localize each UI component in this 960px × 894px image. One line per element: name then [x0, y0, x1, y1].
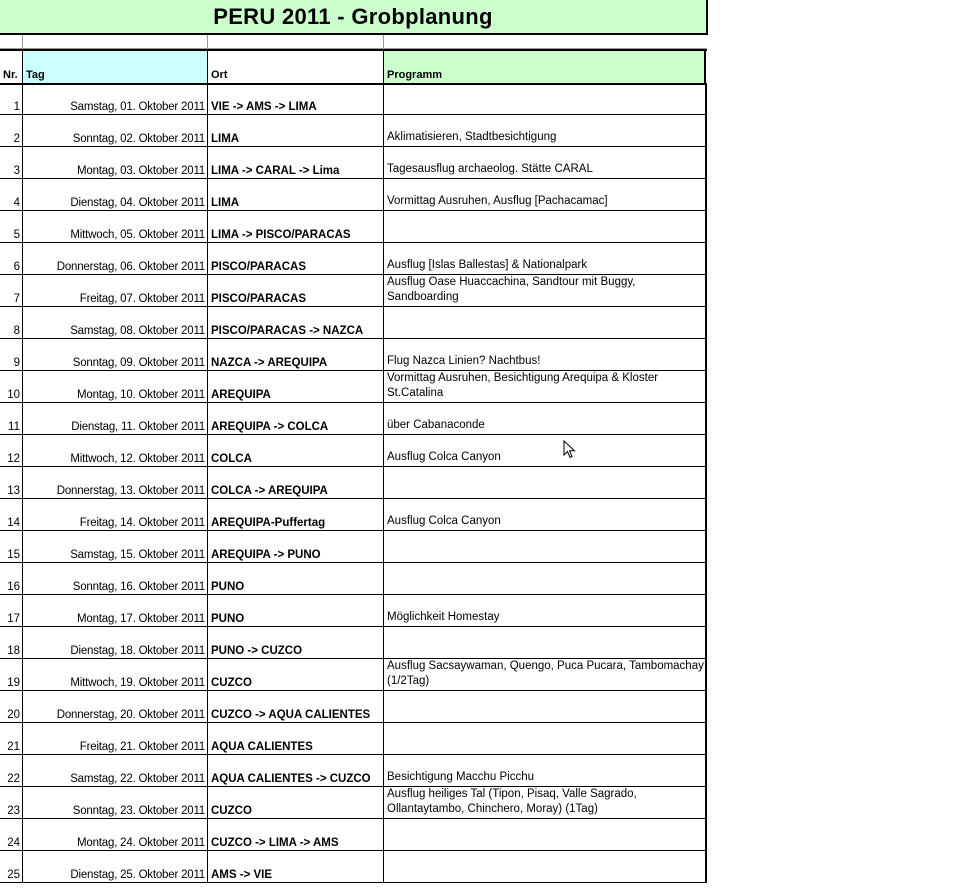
cell-nr-text: 24 [7, 837, 20, 849]
cell-programm-text: Ausflug Colca Canyon [387, 515, 501, 527]
cell-ort[interactable] [208, 563, 384, 594]
cell-ort-text: LIMA [211, 197, 240, 209]
cell-ort-text: AREQUIPA -> PUNO [211, 549, 321, 561]
table-row [0, 659, 707, 691]
cell-programm-text: Ausflug Colca Canyon [387, 451, 501, 463]
cell-ort-text: COLCA -> AREQUIPA [211, 485, 328, 497]
cell-tag-text: Samstag, 08. Oktober 2011 [70, 325, 205, 337]
empty-row[interactable] [0, 35, 707, 49]
table-body [0, 83, 707, 883]
cell-nr-text: 25 [7, 869, 20, 881]
table-row [0, 595, 707, 627]
cell-tag[interactable] [23, 819, 208, 850]
cell-ort[interactable] [208, 179, 384, 210]
cell-tag-text: Sonntag, 23. Oktober 2011 [72, 805, 205, 817]
cell-nr-text: 13 [7, 485, 20, 497]
cell-nr[interactable] [0, 339, 23, 370]
cell-nr-text: 22 [7, 773, 20, 785]
cell-ort[interactable] [208, 723, 384, 754]
cell-ort[interactable] [208, 499, 384, 530]
cell-nr-text: 20 [7, 709, 20, 721]
header-nr[interactable]: Nr. [0, 51, 23, 83]
cell-ort-text: AREQUIPA -> COLCA [211, 421, 329, 433]
cell-nr-text: 12 [7, 453, 20, 465]
cell-ort[interactable] [208, 691, 384, 722]
cell-tag-text: Mittwoch, 05. Oktober 2011 [70, 229, 205, 241]
cell-programm[interactable] [384, 627, 707, 658]
cell-tag[interactable] [23, 531, 208, 562]
table-row [0, 179, 707, 211]
cell-ort-text: LIMA [211, 133, 240, 145]
cell-tag-text: Sonntag, 09. Oktober 2011 [72, 357, 205, 369]
cell-programm[interactable] [384, 115, 707, 146]
cell-ort-text: PUNO -> CUZCO [211, 645, 303, 657]
table-row [0, 755, 707, 787]
column-divider [383, 35, 384, 48]
table-row [0, 499, 707, 531]
cell-ort[interactable] [208, 531, 384, 562]
cell-tag-text: Freitag, 07. Oktober 2011 [79, 293, 205, 305]
header-row [0, 49, 707, 85]
cell-ort-text: PUNO [211, 613, 245, 625]
cell-nr-text: 18 [7, 645, 20, 657]
cell-nr[interactable] [0, 179, 23, 210]
cell-programm-text: Flug Nazca Linien? Nachtbus! [387, 355, 541, 367]
cell-nr[interactable] [0, 723, 23, 754]
table-row [0, 691, 707, 723]
cell-tag-text: Dienstag, 11. Oktober 2011 [71, 421, 205, 433]
cell-nr[interactable] [0, 243, 23, 274]
table-row [0, 723, 707, 755]
cell-tag-text: Freitag, 14. Oktober 2011 [79, 517, 205, 529]
cell-tag[interactable] [23, 467, 208, 498]
cell-programm[interactable] [384, 723, 707, 754]
cell-nr-text: 3 [13, 165, 20, 177]
cell-tag-text: Dienstag, 25. Oktober 2011 [70, 869, 205, 881]
cell-programm[interactable] [384, 531, 707, 562]
cell-tag-text: Montag, 10. Oktober 2011 [77, 389, 205, 401]
cell-tag-text: Samstag, 15. Oktober 2011 [70, 549, 205, 561]
cell-programm-text: Vormittag Ausruhen, Besichtigung Arequipa & Kloster St.Catalina [387, 372, 659, 399]
cell-ort[interactable] [208, 339, 384, 370]
cell-ort[interactable] [208, 467, 384, 498]
cell-programm-text: Tagesausflug archaeolog. Stätte CARAL [387, 163, 593, 175]
header-tag[interactable]: Tag [23, 51, 208, 83]
cell-ort-text: AQUA CALIENTES [211, 741, 313, 753]
cell-nr-text: 7 [13, 293, 20, 305]
cell-programm[interactable] [384, 467, 707, 498]
cell-programm-text: Besichtigung Macchu Picchu [387, 771, 535, 783]
cell-programm-text: über Cabanaconde [387, 419, 485, 431]
cell-tag[interactable] [23, 339, 208, 370]
table-row [0, 819, 707, 851]
cell-ort[interactable] [208, 435, 384, 466]
cell-nr[interactable] [0, 211, 23, 242]
cell-tag-text: Donnerstag, 13. Oktober 2011 [56, 485, 205, 497]
table-row [0, 563, 707, 595]
cell-tag[interactable] [23, 275, 208, 306]
cell-programm[interactable] [384, 819, 707, 850]
cell-tag-text: Sonntag, 02. Oktober 2011 [72, 133, 205, 145]
cell-programm[interactable] [384, 691, 707, 722]
cell-ort[interactable] [208, 275, 384, 306]
cell-tag[interactable] [23, 723, 208, 754]
cell-programm-text: Aklimatisieren, Stadtbesichtigung [387, 131, 557, 143]
cell-ort-text: LIMA -> PISCO/PARACAS [211, 229, 351, 241]
cell-tag-text: Montag, 24. Oktober 2011 [77, 837, 205, 849]
cell-ort-text: NAZCA -> AREQUIPA [211, 357, 328, 369]
cell-tag[interactable] [23, 179, 208, 210]
cell-tag-text: Montag, 03. Oktober 2011 [77, 165, 205, 177]
cell-programm[interactable] [384, 659, 707, 690]
cell-programm-text: Ausflug Oase Huaccachina, Sandtour mit Buggy, Sandboarding [387, 276, 636, 303]
cell-programm[interactable] [384, 851, 707, 882]
cell-nr[interactable] [0, 563, 23, 594]
cell-nr[interactable] [0, 83, 23, 114]
cell-programm[interactable] [384, 787, 707, 818]
cell-programm[interactable] [384, 179, 707, 210]
cell-nr-text: 6 [13, 261, 20, 273]
cell-nr[interactable] [0, 435, 23, 466]
cell-programm[interactable] [384, 563, 707, 594]
table-row [0, 627, 707, 659]
cell-tag[interactable] [23, 627, 208, 658]
table-row [0, 339, 707, 371]
column-divider [22, 35, 23, 48]
cell-programm-text: Ausflug [Islas Ballestas] & Nationalpark [387, 259, 588, 271]
cell-nr[interactable] [0, 691, 23, 722]
cell-programm[interactable] [384, 83, 707, 114]
table-row [0, 371, 707, 403]
table-row [0, 531, 707, 563]
cell-nr-text: 2 [13, 133, 20, 145]
cell-ort[interactable] [208, 307, 384, 338]
table-row [0, 851, 707, 883]
cell-ort-text: AQUA CALIENTES -> CUZCO [211, 773, 371, 785]
cell-tag-text: Mittwoch, 19. Oktober 2011 [70, 677, 205, 689]
cell-nr[interactable] [0, 659, 23, 690]
cell-programm-text: Ausflug Sacsaywaman, Quengo, Puca Pucara, Tambomachay (1/2Tag) [387, 660, 704, 687]
cell-tag-text: Sonntag, 16. Oktober 2011 [72, 581, 205, 593]
cell-tag[interactable] [23, 755, 208, 786]
cell-ort-text: CUZCO [211, 677, 252, 689]
cell-ort[interactable] [208, 403, 384, 434]
cell-tag[interactable] [23, 211, 208, 242]
cell-programm[interactable] [384, 755, 707, 786]
cell-tag[interactable] [23, 563, 208, 594]
table-row [0, 83, 707, 115]
cell-nr-text: 19 [7, 677, 20, 689]
cell-nr-text: 16 [7, 581, 20, 593]
cell-tag[interactable] [23, 83, 208, 114]
cell-ort-text: AREQUIPA-Puffertag [211, 517, 326, 529]
cell-programm[interactable] [384, 211, 707, 242]
cell-ort[interactable] [208, 115, 384, 146]
cell-ort[interactable] [208, 755, 384, 786]
cell-tag[interactable] [23, 307, 208, 338]
cell-nr[interactable] [0, 787, 23, 818]
cell-programm-text: Vormittag Ausruhen, Ausflug [Pachacamac] [387, 195, 608, 207]
cell-nr-text: 15 [7, 549, 20, 561]
cell-tag-text: Donnerstag, 20. Oktober 2011 [56, 709, 205, 721]
cell-nr-text: 21 [7, 741, 20, 753]
cell-nr-text: 10 [7, 389, 20, 401]
cell-nr[interactable] [0, 371, 23, 402]
cell-tag[interactable] [23, 595, 208, 626]
cell-programm-text: Ausflug heiliges Tal (Tipon, Pisaq, Valle Sagrado, Ollantaytambo, Chinchero, Moray) (1Tag) [387, 788, 637, 815]
header-programm[interactable]: Programm [384, 51, 706, 83]
cell-programm[interactable] [384, 275, 707, 306]
cell-tag[interactable] [23, 115, 208, 146]
cell-ort-text: PISCO/PARACAS [211, 293, 306, 305]
cell-ort[interactable] [208, 787, 384, 818]
cell-tag[interactable] [23, 691, 208, 722]
table-row [0, 275, 707, 307]
cell-tag[interactable] [23, 403, 208, 434]
cell-nr-text: 1 [13, 101, 20, 113]
cell-nr-text: 23 [7, 805, 20, 817]
table-row [0, 787, 707, 819]
cell-nr[interactable] [0, 275, 23, 306]
table-row [0, 403, 707, 435]
cell-programm[interactable] [384, 147, 707, 178]
cell-programm-text: Möglichkeit Homestay [387, 611, 500, 623]
cell-programm[interactable] [384, 307, 707, 338]
cell-programm[interactable] [384, 435, 707, 466]
cell-tag[interactable] [23, 659, 208, 690]
cell-programm[interactable] [384, 339, 707, 370]
cell-tag[interactable] [23, 371, 208, 402]
table-row [0, 147, 707, 179]
cell-ort[interactable] [208, 371, 384, 402]
cell-nr[interactable] [0, 115, 23, 146]
header-ort[interactable]: Ort [208, 51, 384, 83]
cell-ort-text: COLCA [211, 453, 252, 465]
cell-tag-text: Freitag, 21. Oktober 2011 [79, 741, 205, 753]
table-row [0, 307, 707, 339]
cell-nr-text: 17 [7, 613, 20, 625]
cell-ort-text: PISCO/PARACAS [211, 261, 306, 273]
cell-nr[interactable] [0, 307, 23, 338]
cell-nr[interactable] [0, 499, 23, 530]
cell-tag-text: Dienstag, 18. Oktober 2011 [70, 645, 205, 657]
cell-tag-text: Mittwoch, 12. Oktober 2011 [70, 453, 205, 465]
table-row [0, 211, 707, 243]
cell-ort-text: CUZCO -> LIMA -> AMS [211, 837, 339, 849]
cell-ort-text: LIMA -> CARAL -> Lima [211, 165, 340, 177]
table-row [0, 115, 707, 147]
cell-tag[interactable] [23, 147, 208, 178]
cell-tag-text: Montag, 17. Oktober 2011 [77, 613, 205, 625]
cell-tag-text: Samstag, 01. Oktober 2011 [70, 101, 205, 113]
cell-nr-text: 9 [13, 357, 20, 369]
cell-tag-text: Donnerstag, 06. Oktober 2011 [56, 261, 205, 273]
cell-tag[interactable] [23, 851, 208, 882]
cell-tag[interactable] [23, 499, 208, 530]
cell-tag[interactable] [23, 787, 208, 818]
cell-programm[interactable] [384, 403, 707, 434]
cell-programm[interactable] [384, 371, 707, 402]
cell-programm[interactable] [384, 595, 707, 626]
cell-nr[interactable] [0, 627, 23, 658]
cell-ort-text: PUNO [211, 581, 245, 593]
cell-nr-text: 5 [13, 229, 20, 241]
cell-ort[interactable] [208, 211, 384, 242]
cell-ort-text: VIE -> AMS -> LIMA [211, 101, 317, 113]
cell-programm[interactable] [384, 243, 707, 274]
table-row [0, 467, 707, 499]
cell-ort[interactable] [208, 851, 384, 882]
cell-nr-text: 4 [13, 197, 20, 209]
table-row [0, 243, 707, 275]
cell-nr[interactable] [0, 403, 23, 434]
cell-ort[interactable] [208, 659, 384, 690]
table-row [0, 435, 707, 467]
cell-ort-text: CUZCO [211, 805, 252, 817]
cell-ort[interactable] [208, 819, 384, 850]
cell-nr[interactable] [0, 531, 23, 562]
cell-ort-text: PISCO/PARACAS -> NAZCA [211, 325, 364, 337]
column-divider [207, 35, 208, 48]
cell-nr[interactable] [0, 467, 23, 498]
cell-ort[interactable] [208, 627, 384, 658]
cell-nr[interactable] [0, 755, 23, 786]
cell-nr[interactable] [0, 851, 23, 882]
cell-ort-text: CUZCO -> AQUA CALIENTES [211, 709, 371, 721]
cell-ort[interactable] [208, 595, 384, 626]
cell-nr-text: 11 [8, 421, 20, 433]
cell-nr[interactable] [0, 147, 23, 178]
cell-tag[interactable] [23, 435, 208, 466]
cell-tag-text: Samstag, 22. Oktober 2011 [70, 773, 205, 785]
mouse-pointer-icon [563, 440, 577, 460]
sheet-title[interactable]: PERU 2011 - Grobplanung [0, 0, 708, 35]
cell-nr-text: 8 [13, 325, 20, 337]
cell-programm[interactable] [384, 499, 707, 530]
cell-nr[interactable] [0, 595, 23, 626]
cell-ort[interactable] [208, 147, 384, 178]
cell-ort[interactable] [208, 243, 384, 274]
cell-ort[interactable] [208, 83, 384, 114]
cell-ort-text: AREQUIPA [211, 389, 271, 401]
cell-nr[interactable] [0, 819, 23, 850]
cell-ort-text: AMS -> VIE [211, 869, 273, 881]
cell-tag[interactable] [23, 243, 208, 274]
cell-nr-text: 14 [7, 517, 20, 529]
cell-tag-text: Dienstag, 04. Oktober 2011 [70, 197, 205, 209]
